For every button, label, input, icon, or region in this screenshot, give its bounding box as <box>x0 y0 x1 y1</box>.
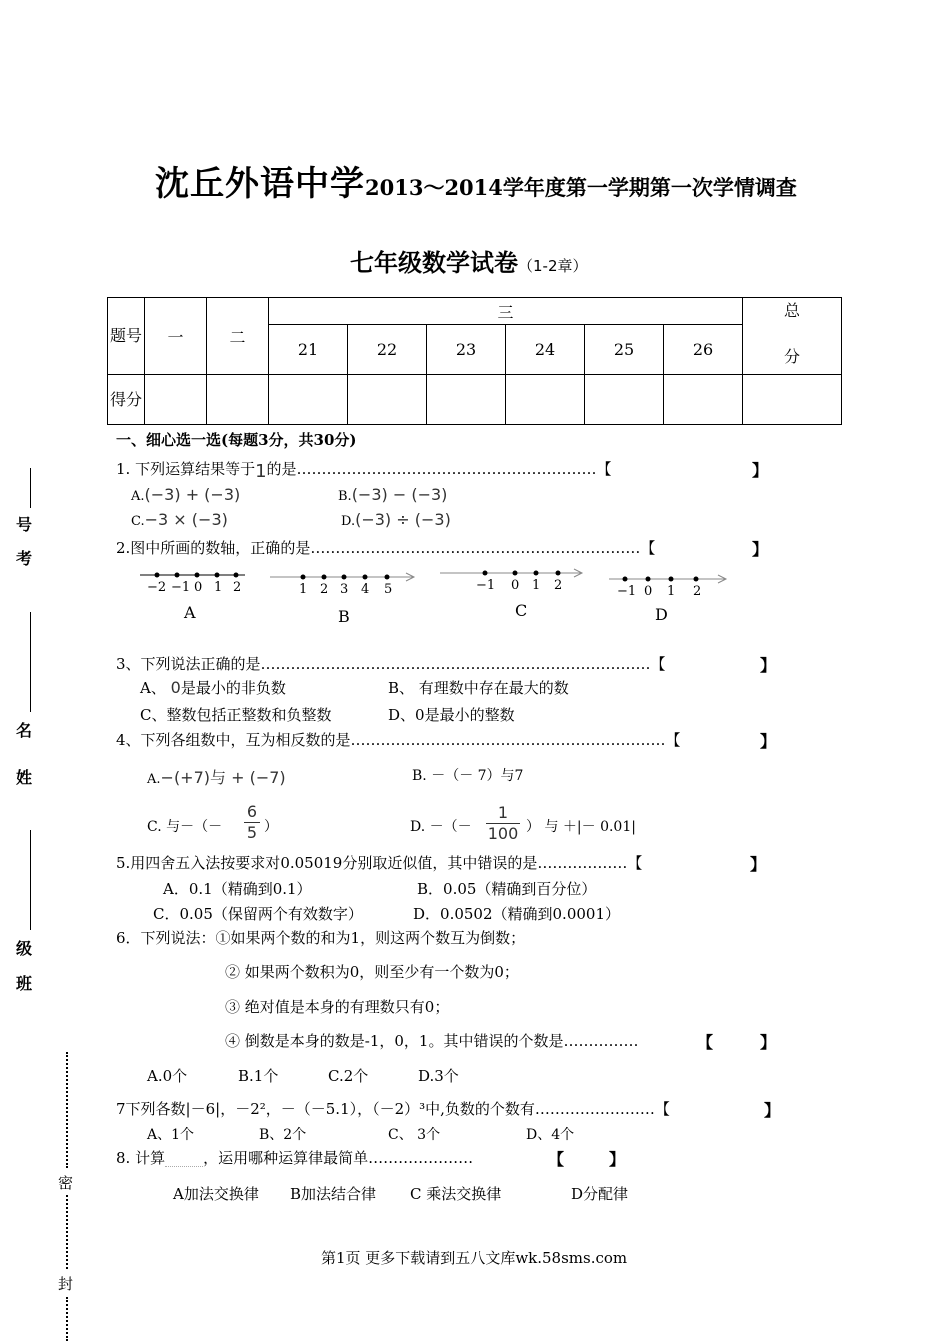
q6-line-4: ④ 倒数是本身的数是-1，0，1。其中错误的个数是…………… <box>225 1032 639 1050</box>
axis-c-tick-2: 0 <box>511 578 520 593</box>
q1-c-label: C. <box>131 514 145 529</box>
q5-option-d[interactable]: D．0.0502（精确到0.0001） <box>413 905 620 923</box>
q1-stem <box>116 458 612 482</box>
axis-d-tick-3: 1 <box>667 584 676 599</box>
score-cell-1[interactable] <box>145 375 207 425</box>
q5-option-c[interactable]: C．0.05（保留两个有效数字） <box>153 905 363 923</box>
q3-bracket-close: 】 <box>760 656 777 675</box>
q8-option-b[interactable]: B加法结合律 <box>290 1185 377 1203</box>
xingming-line <box>30 612 31 712</box>
q8-stem-text: 8. 计算 <box>116 1149 166 1167</box>
score-cell-22[interactable] <box>348 375 427 425</box>
q4-c-close: ） <box>264 819 278 835</box>
q1-stem-text2: 的是……………………………………………………【 <box>266 460 612 478</box>
axis-b-tick-1: 1 <box>299 582 308 597</box>
side-xingming-2: 名 <box>16 721 33 740</box>
q6-option-a[interactable]: A.0个 <box>147 1067 188 1085</box>
row-label-defen: 得分 <box>108 375 145 425</box>
col-two: 二 <box>207 298 269 375</box>
seal-dotted-line-2 <box>66 1195 68 1269</box>
q1-a-label: A. <box>131 489 145 504</box>
axis-a[interactable] <box>140 573 245 578</box>
q7-bracket-close: 】 <box>764 1101 781 1120</box>
side-kaohao-2: 号 <box>16 515 33 534</box>
q5-option-b[interactable]: B．0.05（精确到百分位） <box>417 880 597 898</box>
col-24: 24 <box>506 325 585 375</box>
q4-c-numerator: 6 <box>246 802 258 821</box>
q8-expression-image <box>165 1152 203 1167</box>
q3-option-b[interactable]: B、 有理数中存在最大的数 <box>388 679 569 697</box>
col-21: 21 <box>269 325 348 375</box>
seal-dotted-line-1 <box>66 1052 68 1168</box>
q3-a-text: 是最小的非负数 <box>180 679 286 697</box>
q7-option-a[interactable]: A、1个 <box>147 1127 195 1143</box>
col-total-bottom: 分 <box>783 347 800 366</box>
side-banji-2: 级 <box>16 939 33 958</box>
q4-option-a[interactable] <box>147 765 286 788</box>
q3-a-zero: 0 <box>170 678 181 697</box>
q1-one: 1 <box>255 461 267 482</box>
axis-a-tick-2: −1 <box>171 580 191 595</box>
q1-bracket-close: 】 <box>752 461 769 480</box>
q4-bracket-close: 】 <box>760 732 777 751</box>
q6-line-3: ③ 绝对值是本身的有理数只有0； <box>225 998 450 1016</box>
q7-option-b[interactable]: B、2个 <box>259 1127 307 1143</box>
q7-option-c[interactable]: C、 3个 <box>388 1127 441 1143</box>
axis-c-tick-4: 2 <box>554 578 563 593</box>
q3-option-a[interactable] <box>140 677 286 698</box>
q3-option-c[interactable]: C、整数包括正整数和负整数 <box>140 706 332 724</box>
q1-b-expr: (−3) − (−3) <box>351 485 448 504</box>
axis-b-label: B <box>338 607 350 626</box>
score-table <box>107 297 842 425</box>
axis-a-tick-5: 2 <box>233 580 242 595</box>
page-title <box>155 156 797 205</box>
score-cell-23[interactable] <box>427 375 506 425</box>
q1-d-expr: (−3) ÷ (−3) <box>355 510 451 529</box>
score-cell-21[interactable] <box>269 375 348 425</box>
seal-dotted-line-3 <box>66 1297 68 1341</box>
school-name: 沈丘外语中学 <box>155 164 365 204</box>
q4-a-label: A. <box>147 772 161 787</box>
axis-a-tick-3: 0 <box>194 580 203 595</box>
q4-d-fraction <box>486 803 520 843</box>
col-three: 三 <box>269 298 743 325</box>
col-total-top: 总 <box>783 301 800 320</box>
page-footer: 第1页 更多下载请到五八文库wk.58sms.com <box>321 1249 628 1267</box>
q4-d-close: ） 与 ＋|－ 0.01| <box>526 819 636 835</box>
axis-b-tick-3: 3 <box>340 582 349 597</box>
q1-option-d[interactable] <box>341 510 451 529</box>
q5-stem: 5.用四舍五入法按要求对0.05019分别取近似值，其中错误的是………………【 <box>116 854 643 872</box>
score-cell-26[interactable] <box>664 375 743 425</box>
q2-stem: 2.图中所画的数轴，正确的是…………………………………………………………【 <box>116 539 656 557</box>
q6-option-b[interactable]: B.1个 <box>238 1067 279 1085</box>
q1-option-b[interactable] <box>338 485 447 504</box>
q5-bracket-close: 】 <box>750 855 767 874</box>
row-label-tihao: 题号 <box>108 298 145 375</box>
axis-d-tick-1: −1 <box>617 584 637 599</box>
q1-d-label: D. <box>341 514 356 529</box>
q3-option-d[interactable]: D、0是最小的整数 <box>388 706 515 724</box>
col-26: 26 <box>664 325 743 375</box>
subtitle-text: 七年级数学试卷 <box>350 249 518 277</box>
side-feng: 封 <box>58 1275 74 1293</box>
axis-a-label: A <box>184 603 196 622</box>
axis-b-tick-5: 5 <box>384 582 393 597</box>
axis-b-tick-4: 4 <box>361 582 370 597</box>
q1-c-expr: −3 × (−3) <box>144 510 228 529</box>
score-cell-2[interactable] <box>207 375 269 425</box>
axis-c-tick-3: 1 <box>532 578 541 593</box>
banji-line <box>30 830 31 930</box>
q6-bracket-open: 【 <box>697 1033 714 1052</box>
q4-c-text: C. 与－（－ <box>147 819 223 835</box>
q3-stem: 3、下列说法正确的是……………………………………………………………………【 <box>116 655 666 673</box>
q2-bracket-close: 】 <box>752 540 769 559</box>
axis-c-label: C <box>515 601 528 620</box>
q8-option-d[interactable]: D分配律 <box>571 1185 629 1203</box>
q1-a-expr: (−3) + (−3) <box>144 485 241 504</box>
exam-term: 2013～2014学年度第一学期第一次学情调查 <box>365 175 797 200</box>
q6-stem: 6．下列说法：①如果两个数的和为1，则这两个数互为倒数； <box>116 929 526 947</box>
q6-option-d[interactable]: D.3个 <box>418 1067 459 1085</box>
axis-c-tick-1: −1 <box>476 578 496 593</box>
q5-option-a[interactable]: A．0.1（精确到0.1） <box>163 880 312 898</box>
axis-d[interactable] <box>609 575 726 583</box>
q4-d-text: D. －（－ <box>410 819 472 835</box>
q4-option-c[interactable] <box>147 816 222 836</box>
q4-option-b[interactable]: B. －（－ 7）与7 <box>412 768 524 784</box>
score-cell-total[interactable] <box>743 375 842 425</box>
q7-stem: 7下列各数|－6|，－2²，－（－5.1），（－2）³中,负数的个数有……………………【 <box>116 1100 670 1118</box>
side-mi: 密 <box>58 1174 74 1192</box>
q4-d-denominator: 100 <box>487 824 519 843</box>
section-heading: 一、细心选一选(每题3分，共30分) <box>116 431 357 449</box>
q8-bracket-close: 】 <box>609 1150 626 1169</box>
q1-stem-text: 1. 下列运算结果等于 <box>116 460 256 478</box>
q7-option-d[interactable]: D、4个 <box>526 1127 575 1143</box>
q4-c-denominator: 5 <box>244 822 260 842</box>
q6-bracket-close: 】 <box>760 1033 777 1052</box>
axis-d-label: D <box>655 605 668 624</box>
col-total <box>743 298 842 375</box>
q6-line-2: ② 如果两个数积为0，则至少有一个数为0； <box>225 963 519 981</box>
axis-c[interactable] <box>440 569 582 577</box>
q1-option-a[interactable] <box>131 485 240 504</box>
axis-a-tick-4: 1 <box>214 580 223 595</box>
col-one: 一 <box>145 298 207 375</box>
q4-option-d[interactable] <box>410 816 472 836</box>
col-23: 23 <box>427 325 506 375</box>
exam-subtitle <box>350 243 588 278</box>
q8-option-a[interactable]: A加法交换律 <box>173 1185 259 1203</box>
score-cell-25[interactable] <box>585 375 664 425</box>
side-xingming-1: 姓 <box>16 768 33 787</box>
q8-option-c[interactable]: C 乘法交换律 <box>410 1185 502 1203</box>
side-banji-1: 班 <box>16 974 33 993</box>
q4-a-expr: −(+7)与 + (−7) <box>160 768 286 787</box>
q8-stem <box>116 1147 473 1168</box>
axis-d-tick-2: 0 <box>644 584 653 599</box>
score-cell-24[interactable] <box>506 375 585 425</box>
q4-c-fraction <box>244 802 260 842</box>
q1-b-label: B. <box>338 489 352 504</box>
q4-stem: 4、下列各组数中，互为相反数的是………………………………………………………【 <box>116 731 681 749</box>
q3-a-label: A、 <box>140 679 166 697</box>
q6-option-c[interactable]: C.2个 <box>328 1067 369 1085</box>
axis-b[interactable] <box>270 573 414 581</box>
axis-d-tick-4: 2 <box>693 584 702 599</box>
q8-bracket-open: 【 <box>548 1150 565 1169</box>
q4-d-numerator: 1 <box>497 803 509 822</box>
subtitle-note: （1-2章） <box>518 257 588 275</box>
side-kaohao-1: 考 <box>16 549 33 568</box>
col-22: 22 <box>348 325 427 375</box>
axis-b-tick-2: 2 <box>320 582 329 597</box>
q1-option-c[interactable] <box>131 510 228 529</box>
col-25: 25 <box>585 325 664 375</box>
kaohao-line <box>30 468 31 508</box>
axis-a-tick-1: −2 <box>147 580 167 595</box>
q8-stem-text2: ，运用哪种运算律最简单………………… <box>203 1149 474 1167</box>
